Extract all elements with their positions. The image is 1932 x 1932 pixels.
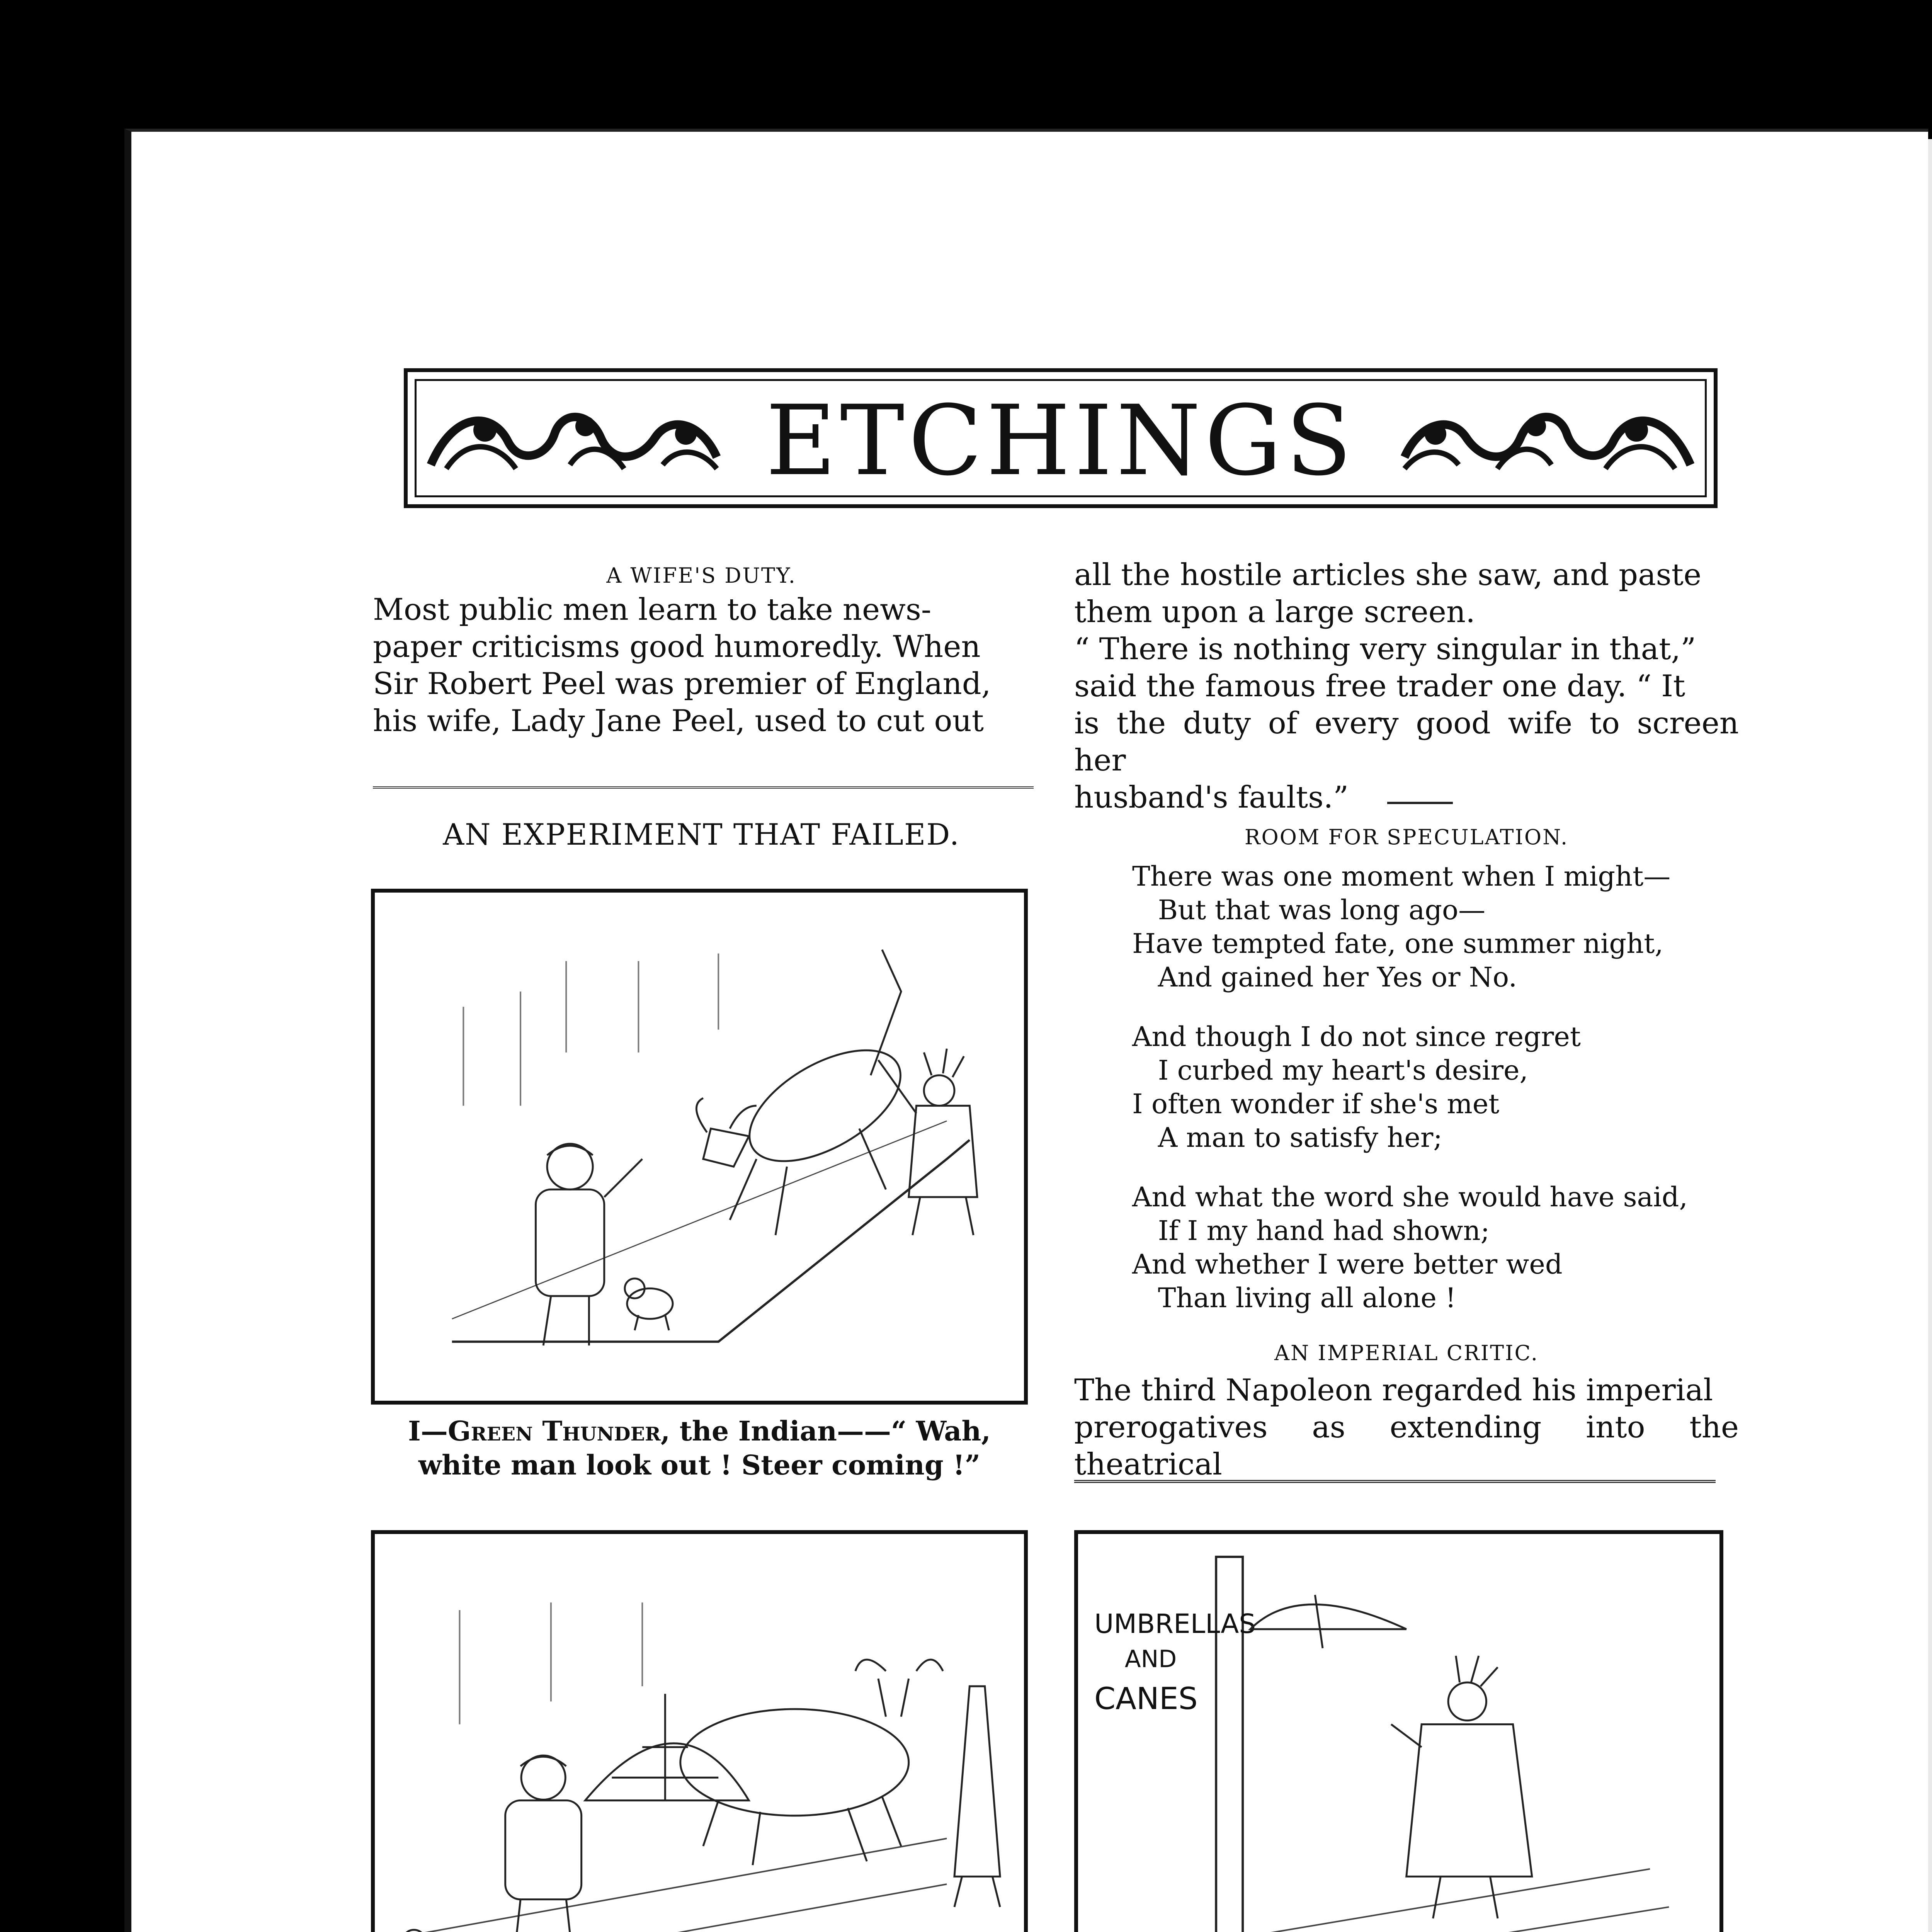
text-line: husband's faults.”	[1074, 780, 1349, 815]
shop-sign-umbrellas: UMBRELLAS	[1094, 1609, 1256, 1640]
poem-stanza-3: And what the word she would have said, If I my hand had shown; And whether I were better wed Than living all alone !	[1132, 1181, 1688, 1314]
section-divider	[1074, 1480, 1716, 1483]
comic-panel-3	[1074, 1530, 1723, 1932]
panel-2-illustration	[375, 1534, 1024, 1932]
caption-line	[371, 1414, 1028, 1448]
poem-stanza-2: And though I do not since regret I curbed my heart's desire, I often wonder if she's met A man to satisfy her;	[1132, 1021, 1581, 1153]
experiment-heading: AN EXPERIMENT THAT FAILED.	[443, 817, 960, 852]
text-line: all the hostile articles she saw, and paste	[1074, 558, 1702, 592]
wifes-duty-continued	[1074, 556, 1739, 816]
shop-sign-canes: CANES	[1094, 1681, 1198, 1717]
text-line: is the duty of every good wife to screen her	[1074, 706, 1739, 778]
panel-3-illustration	[1078, 1534, 1719, 1932]
section-divider	[373, 786, 1034, 791]
panel-1-illustration	[375, 893, 1024, 1401]
shop-sign-and: AND	[1124, 1645, 1177, 1673]
text-line: Most public men learn to take news-	[373, 592, 932, 627]
caption-line: white man look out ! Steer coming !”	[418, 1449, 981, 1481]
page-title: ETCHINGS	[765, 384, 1356, 497]
text-line: paper criticisms good humoredly. When	[373, 629, 981, 664]
imperial-heading: AN IMPERIAL CRITIC.	[1274, 1341, 1539, 1365]
caption-part: Green Thunder	[447, 1415, 661, 1447]
text-line: The third Napoleon regarded his imperial	[1074, 1373, 1713, 1408]
caption-part: I—	[408, 1415, 448, 1447]
text-line: his wife, Lady Jane Peel, used to cut out	[373, 704, 984, 738]
text-line: “ There is nothing very singular in that,”	[1074, 632, 1696, 667]
comic-panel-2	[371, 1530, 1028, 1932]
poem-stanza-1: There was one moment when I might— But that was long ago— Have tempted fate, one summer night, And gained her Yes or No.	[1132, 861, 1671, 993]
panel-1-caption	[371, 1414, 1028, 1482]
short-divider	[1387, 802, 1453, 804]
speculation-heading: ROOM FOR SPECULATION.	[1244, 825, 1569, 849]
comic-panel-1	[371, 889, 1028, 1405]
facing-page-edge	[1928, 139, 1932, 1932]
text-line: them upon a large screen.	[1074, 595, 1475, 629]
text-line: prerogatives as extending into the theatrical	[1074, 1410, 1739, 1482]
caption-part: , the Indian——“ Wah,	[660, 1415, 991, 1447]
wifes-duty-heading: A WIFE'S DUTY.	[606, 563, 796, 588]
wifes-duty-text	[373, 591, 1030, 740]
text-line: Sir Robert Peel was premier of England,	[373, 667, 991, 701]
text-line: said the famous free trader one day. “ It	[1074, 669, 1685, 704]
imperial-text	[1074, 1372, 1739, 1483]
etchings-banner	[404, 368, 1718, 508]
